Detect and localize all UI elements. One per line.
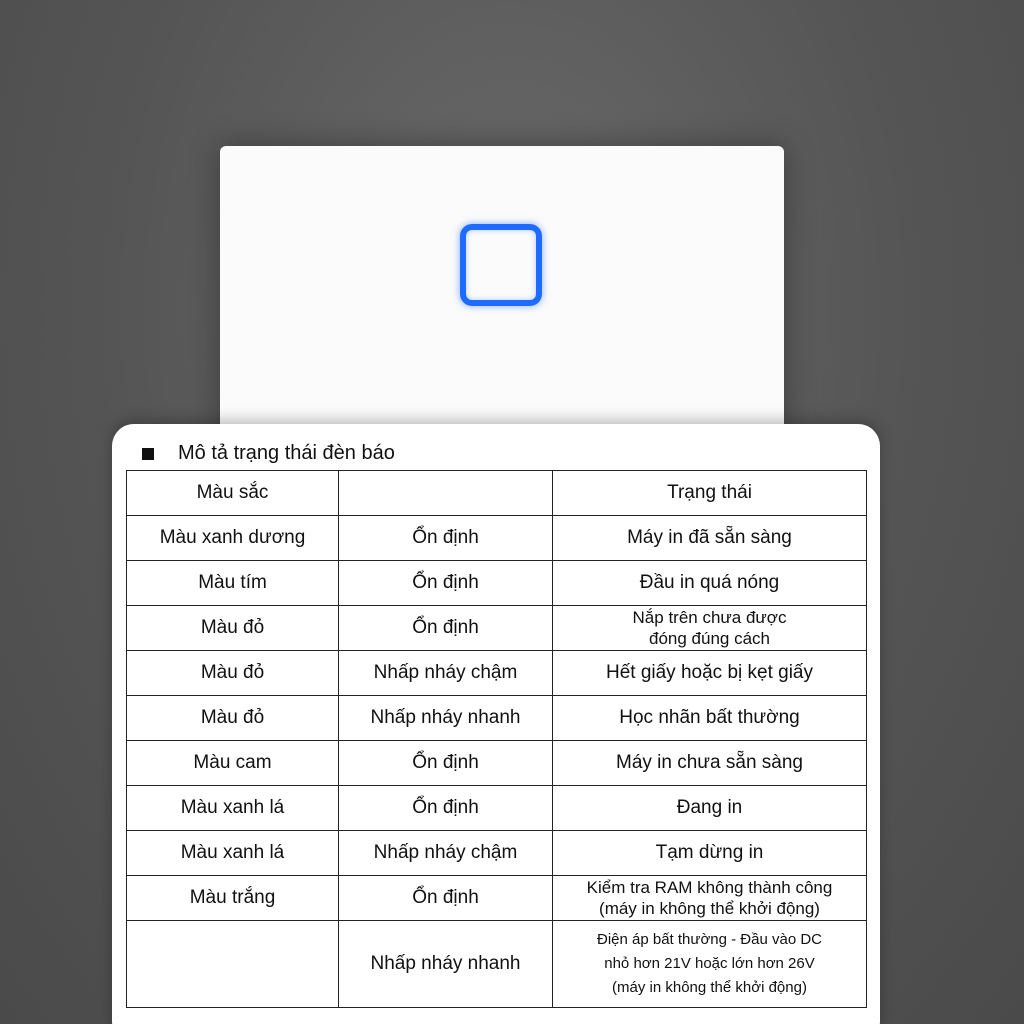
cell-status: [553, 741, 867, 786]
table-row: [127, 606, 867, 651]
cell-mode: Ổn định: [339, 516, 553, 561]
status-line: (máy in không thể khởi động): [599, 899, 820, 918]
cell-mode: Ổn định: [339, 606, 553, 651]
cell-mode: Ổn định: [339, 561, 553, 606]
status-line: Hết giấy hoặc bị kẹt giấy: [605, 662, 813, 683]
cell-status: [553, 696, 867, 741]
cell-color: Màu đỏ: [127, 696, 339, 741]
led-power-button-icon[interactable]: [460, 224, 542, 306]
cell-status: [553, 516, 867, 561]
cell-status: [553, 561, 867, 606]
square-bullet-icon: [142, 448, 154, 460]
cell-mode: Nhấp nháy chậm: [339, 651, 553, 696]
cell-color: Màu tím: [127, 561, 339, 606]
table-row: [127, 651, 867, 696]
status-line: (máy in không thể khởi động): [612, 979, 807, 996]
cell-mode: Nhấp nháy nhanh: [339, 921, 553, 1008]
cell-status: [553, 606, 867, 651]
status-line: Học nhãn bất thường: [619, 707, 800, 728]
cell-status: [553, 651, 867, 696]
status-line: Đang in: [676, 797, 743, 818]
status-line: Điện áp bất thường - Đầu vào DC: [597, 931, 822, 948]
cell-status: [553, 921, 867, 1008]
status-line: Nắp trên chưa được: [632, 608, 787, 627]
legend-heading: [142, 442, 395, 465]
table-row: [127, 561, 867, 606]
status-line: Tạm dừng in: [655, 842, 764, 863]
legend-title: Mô tả trạng thái đèn báo: [178, 442, 395, 464]
status-line: Máy in đã sẵn sàng: [627, 527, 792, 548]
status-line: đóng đúng cách: [649, 629, 770, 648]
table-row: [127, 921, 867, 1008]
table-row: [127, 786, 867, 831]
cell-color: Màu trắng: [127, 876, 339, 921]
status-line: nhỏ hơn 21V hoặc lớn hơn 26V: [604, 955, 815, 972]
header-mode: [339, 471, 553, 516]
cell-mode: Ổn định: [339, 876, 553, 921]
status-line: Kiểm tra RAM không thành công: [586, 878, 833, 897]
cell-mode: Ổn định: [339, 786, 553, 831]
cell-status: [553, 876, 867, 921]
status-line: Đầu in quá nóng: [639, 572, 780, 593]
table-header-row: [127, 471, 867, 516]
table-row: [127, 876, 867, 921]
printer-top-panel: [220, 146, 784, 446]
cell-status: [553, 831, 867, 876]
table-row: [127, 696, 867, 741]
status-table: [126, 470, 867, 1008]
cell-color: [127, 921, 339, 1008]
cell-mode: Nhấp nháy chậm: [339, 831, 553, 876]
table-row: [127, 831, 867, 876]
table-row: [127, 741, 867, 786]
cell-color: Màu cam: [127, 741, 339, 786]
indicator-info-card: [112, 424, 880, 1024]
cell-mode: Nhấp nháy nhanh: [339, 696, 553, 741]
cell-color: Màu đỏ: [127, 651, 339, 696]
cell-status: [553, 786, 867, 831]
table-row: [127, 516, 867, 561]
cell-color: Màu xanh dương: [127, 516, 339, 561]
status-line: Máy in chưa sẵn sàng: [616, 752, 803, 773]
header-status: Trạng thái: [553, 471, 867, 516]
cell-mode: Ổn định: [339, 741, 553, 786]
cell-color: Màu đỏ: [127, 606, 339, 651]
cell-color: Màu xanh lá: [127, 786, 339, 831]
cell-color: Màu xanh lá: [127, 831, 339, 876]
header-color: Màu sắc: [127, 471, 339, 516]
